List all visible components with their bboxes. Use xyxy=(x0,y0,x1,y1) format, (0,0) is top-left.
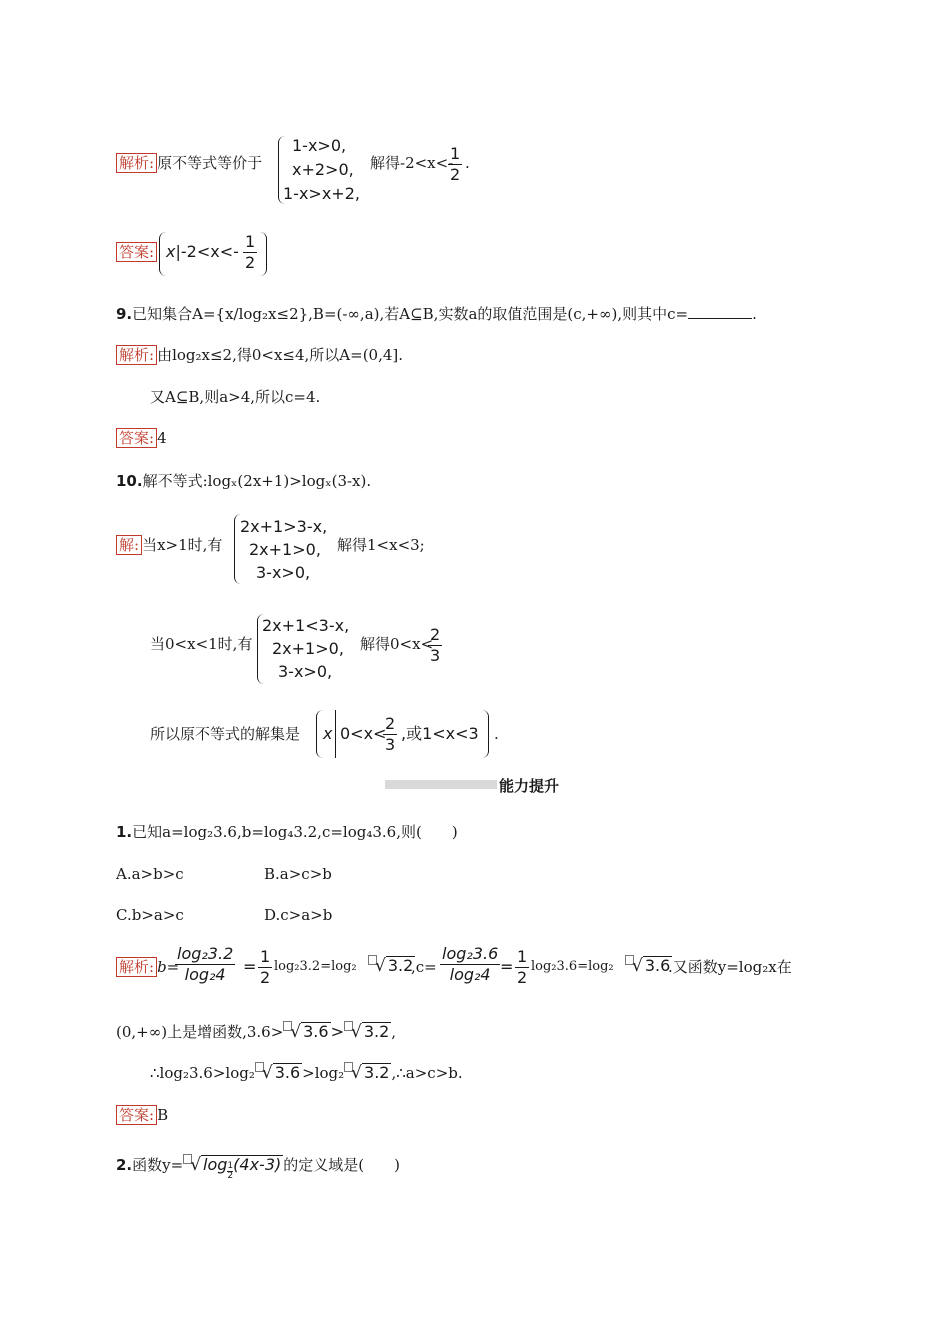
answer-set-8 xyxy=(166,242,239,262)
final-answer-text: 所以原不等式的解集是 xyxy=(150,725,301,743)
question-9 xyxy=(116,304,757,324)
b-eq: b= xyxy=(157,958,180,976)
solution-case-1 xyxy=(116,535,222,555)
radicand: 3.6 xyxy=(303,1022,329,1041)
frac-num: 1 xyxy=(245,232,256,251)
answer-line-9 xyxy=(116,428,167,448)
result-text: 解得-2<x<- xyxy=(370,154,454,172)
result-8 xyxy=(370,153,453,173)
set-cond: |-2<x<- xyxy=(175,242,239,261)
question-tail: 的定义域是( ) xyxy=(283,1156,400,1174)
case-text: 当x>1时,有 xyxy=(142,536,223,554)
gt: > xyxy=(330,1022,344,1041)
answer-tag: 答案: xyxy=(116,1105,157,1125)
question-10 xyxy=(116,471,371,491)
set-brace-right xyxy=(482,710,489,758)
case-2-result: 解得0<x< xyxy=(360,635,434,653)
system-eq-3: 3-x>0, xyxy=(256,563,311,582)
analysis-tag: 解析: xyxy=(116,957,157,977)
line-text: ∴log₂3.6>log₂ xyxy=(150,1064,255,1082)
system-eq-2: x+2>0, xyxy=(292,160,354,179)
frac-num: log₂3.6 xyxy=(442,944,499,963)
equals: = xyxy=(500,957,514,976)
question-text: 已知集合A={x/log₂x≤2},B=(-∞,a),若A⊆B,实数a的取值范围是(c,+∞),则其中c= xyxy=(132,305,689,323)
final-set-tail: ,或1<x<3 xyxy=(401,724,479,743)
mid-2: log₂3.6=log₂ xyxy=(531,959,614,974)
frac-num: 1 xyxy=(260,947,271,966)
comma: , xyxy=(391,1023,397,1041)
case-1-result: 解得1<x<3; xyxy=(337,536,425,554)
case-2-fraction xyxy=(428,625,442,666)
analysis-p1-line-3: ∴log₂3.6>log₂ √ 3.6 >log₂ √ 3.2 ,∴a>c>b. xyxy=(150,1063,463,1083)
set-var: x xyxy=(323,724,333,743)
system-eq-2: 2x+1>0, xyxy=(272,639,344,658)
question-text: 函数y= xyxy=(132,1156,184,1174)
system-eq-1: 2x+1>3-x, xyxy=(240,517,328,536)
analysis-tag: 解析: xyxy=(116,153,157,173)
analysis-p1-start xyxy=(116,957,179,977)
line-text: ,∴a>c>b. xyxy=(391,1064,463,1082)
option-d[interactable]: D.c>a>b xyxy=(264,906,333,924)
section-bar xyxy=(385,780,497,789)
radicand: 3.2 xyxy=(364,1063,390,1082)
half-2 xyxy=(515,947,529,988)
base-den: 2 xyxy=(227,1171,234,1181)
fraction-b xyxy=(175,944,235,985)
question-text: 解不等式:logₓ(2x+1)>logₓ(3-x). xyxy=(142,472,372,490)
analysis-line-8 xyxy=(116,153,262,173)
radicand: 3.2 xyxy=(363,1022,390,1041)
radical-1: √ 3.2 xyxy=(368,955,415,976)
log-text: log xyxy=(203,1155,228,1174)
answer-value: B xyxy=(157,1106,169,1124)
analysis-9-line-1 xyxy=(116,345,403,365)
system-eq-3: 3-x>0, xyxy=(278,662,333,681)
question-number: 10. xyxy=(116,472,143,490)
option-c[interactable]: C.b>a>c xyxy=(116,906,184,924)
frac-den: 3 xyxy=(430,646,441,665)
question-number: 9. xyxy=(116,305,133,323)
set-brace-right xyxy=(260,232,267,276)
set-brace-left xyxy=(316,710,323,758)
section-title: 能力提升 xyxy=(499,777,560,795)
fraction-c xyxy=(440,944,500,985)
answer-blank[interactable] xyxy=(688,304,752,319)
practice-2: 2.函数y= √ log $\frac{1}{2}$ (4x-3) 的定义域是( ) xyxy=(116,1155,400,1181)
frac-den: 2 xyxy=(450,165,461,184)
final-fraction xyxy=(383,714,397,755)
half-1 xyxy=(258,947,272,988)
system-eq-1: 1-x>0, xyxy=(292,136,347,155)
answer-value: 4 xyxy=(157,429,167,447)
log-arg: (4x-3) xyxy=(233,1155,282,1174)
final-set-var xyxy=(323,724,332,744)
radical-2: √ 3.6 xyxy=(625,955,672,976)
line-text: >log₂ xyxy=(302,1064,345,1082)
answer-fraction xyxy=(243,232,257,273)
radicand: 3.2 xyxy=(387,956,414,975)
frac-den: 3 xyxy=(385,735,396,754)
solution-case-2: 当0<x<1时,有 xyxy=(150,635,253,653)
frac-den: 2 xyxy=(260,968,271,987)
question-number: 1. xyxy=(116,823,133,841)
line-text: (0,+∞)上是增函数,3.6> xyxy=(116,1023,284,1041)
analysis-tag: 解析: xyxy=(116,345,157,365)
answer-p1 xyxy=(116,1105,168,1125)
system-eq-2: 2x+1>0, xyxy=(249,540,321,559)
option-b[interactable]: B.a>c>b xyxy=(264,865,332,883)
question-end: . xyxy=(752,305,757,323)
period: . xyxy=(465,154,470,172)
analysis-text: 由log₂x≤2,得0<x≤4,所以A=(0,4]. xyxy=(157,346,404,364)
result-fraction xyxy=(448,144,462,185)
frac-den: 2 xyxy=(245,253,256,272)
practice-1 xyxy=(116,822,458,842)
radicand: 3.6 xyxy=(274,1063,301,1082)
base-num: 1 xyxy=(227,1161,234,1171)
option-a[interactable]: A.a>b>c xyxy=(116,865,184,883)
frac-num: 2 xyxy=(430,625,441,644)
answer-line-8 xyxy=(116,242,157,262)
equals: = xyxy=(243,957,257,976)
radicand: 3.6 xyxy=(644,956,671,975)
answer-tag: 答案: xyxy=(116,428,157,448)
frac-num: 1 xyxy=(517,947,528,966)
c-eq: ,c= xyxy=(411,958,437,976)
final-set-cond: 0<x< xyxy=(340,724,387,743)
solution-tag: 解: xyxy=(116,535,142,555)
answer-tag: 答案: xyxy=(116,242,157,262)
period: . xyxy=(494,725,499,743)
tail: .又函数y=log₂x在 xyxy=(668,958,792,976)
frac-den: log₂4 xyxy=(184,965,226,984)
question-number: 2. xyxy=(116,1156,133,1174)
analysis-intro: 原不等式等价于 xyxy=(157,154,263,172)
frac-num: 2 xyxy=(385,714,396,733)
analysis-p1-line-2: (0,+∞)上是增函数,3.6> √ 3.6 > √ 3.2 , xyxy=(116,1022,397,1042)
analysis-9-line-2: 又A⊆B,则a>4,所以c=4. xyxy=(150,388,321,406)
frac-num: log₂3.2 xyxy=(177,944,234,963)
system-eq-1: 2x+1<3-x, xyxy=(262,616,350,635)
frac-den: log₂4 xyxy=(449,965,491,984)
set-divider xyxy=(335,710,336,758)
set-var: x xyxy=(166,242,176,261)
radicand xyxy=(201,1155,283,1181)
set-brace-left xyxy=(159,232,166,276)
frac-num: 1 xyxy=(450,144,461,163)
system-eq-3: 1-x>x+2, xyxy=(283,184,360,203)
question-text: 已知a=log₂3.6,b=log₄3.2,c=log₄3.6,则( ) xyxy=(132,823,458,841)
mid-1: log₂3.2=log₂ xyxy=(274,959,357,974)
frac-den: 2 xyxy=(517,968,528,987)
